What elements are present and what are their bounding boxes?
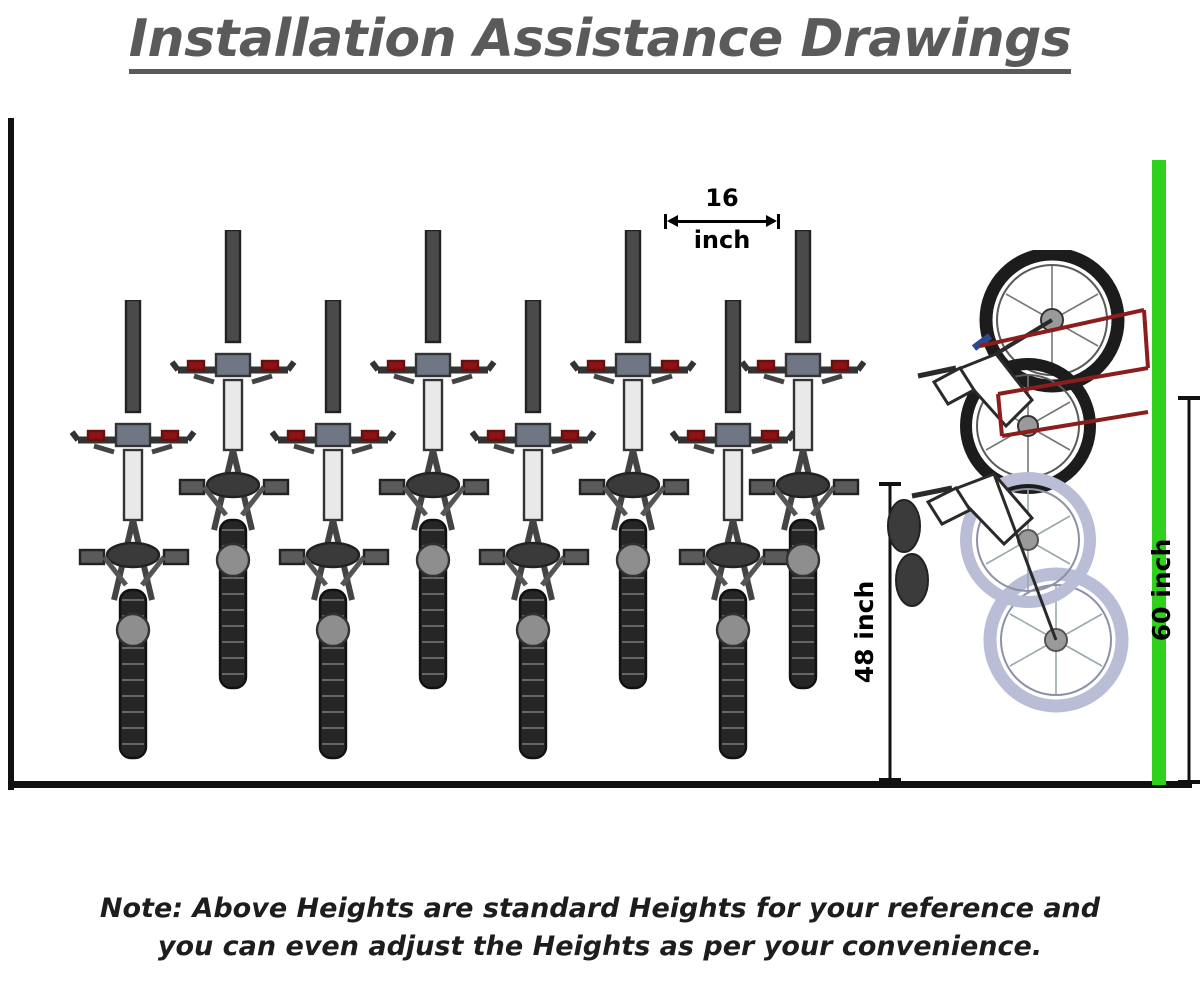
rear-height-label: 60 inch [1147, 538, 1176, 642]
dimension-cap-bottom [879, 778, 901, 782]
spacing-dimension-value: 16 [705, 184, 739, 212]
side-view-bicycle-upper [918, 254, 1148, 488]
front-bicycle-row [30, 225, 860, 750]
dimension-line [670, 220, 774, 223]
rear-height-dimension [1147, 396, 1200, 784]
footer-note-line-2: you can even adjust the Heights as per your convenience. [157, 931, 1043, 963]
side-bicycle-group [856, 250, 1176, 750]
dimension-cap-right [777, 214, 780, 229]
dimension-line [1188, 396, 1191, 784]
front-height-label: 48 inch [850, 580, 879, 684]
front-view-bicycle [740, 230, 870, 750]
side-view-bicycle-lower [888, 474, 1122, 706]
spacing-dimension-unit: inch [693, 225, 751, 254]
dimension-cap-bottom [1178, 780, 1200, 784]
footer-note-line-1: Note: Above Heights are standard Heights for your reference and [99, 893, 1101, 924]
spacing-dimension-bar [664, 214, 780, 228]
arrow-right-icon [766, 215, 777, 227]
footer-note [20, 890, 1180, 967]
page-title: Installation Assistance Drawings [129, 12, 1072, 74]
page-title-container [0, 0, 1200, 86]
arrow-left-icon [667, 215, 678, 227]
dimension-cap-top [1178, 396, 1200, 400]
